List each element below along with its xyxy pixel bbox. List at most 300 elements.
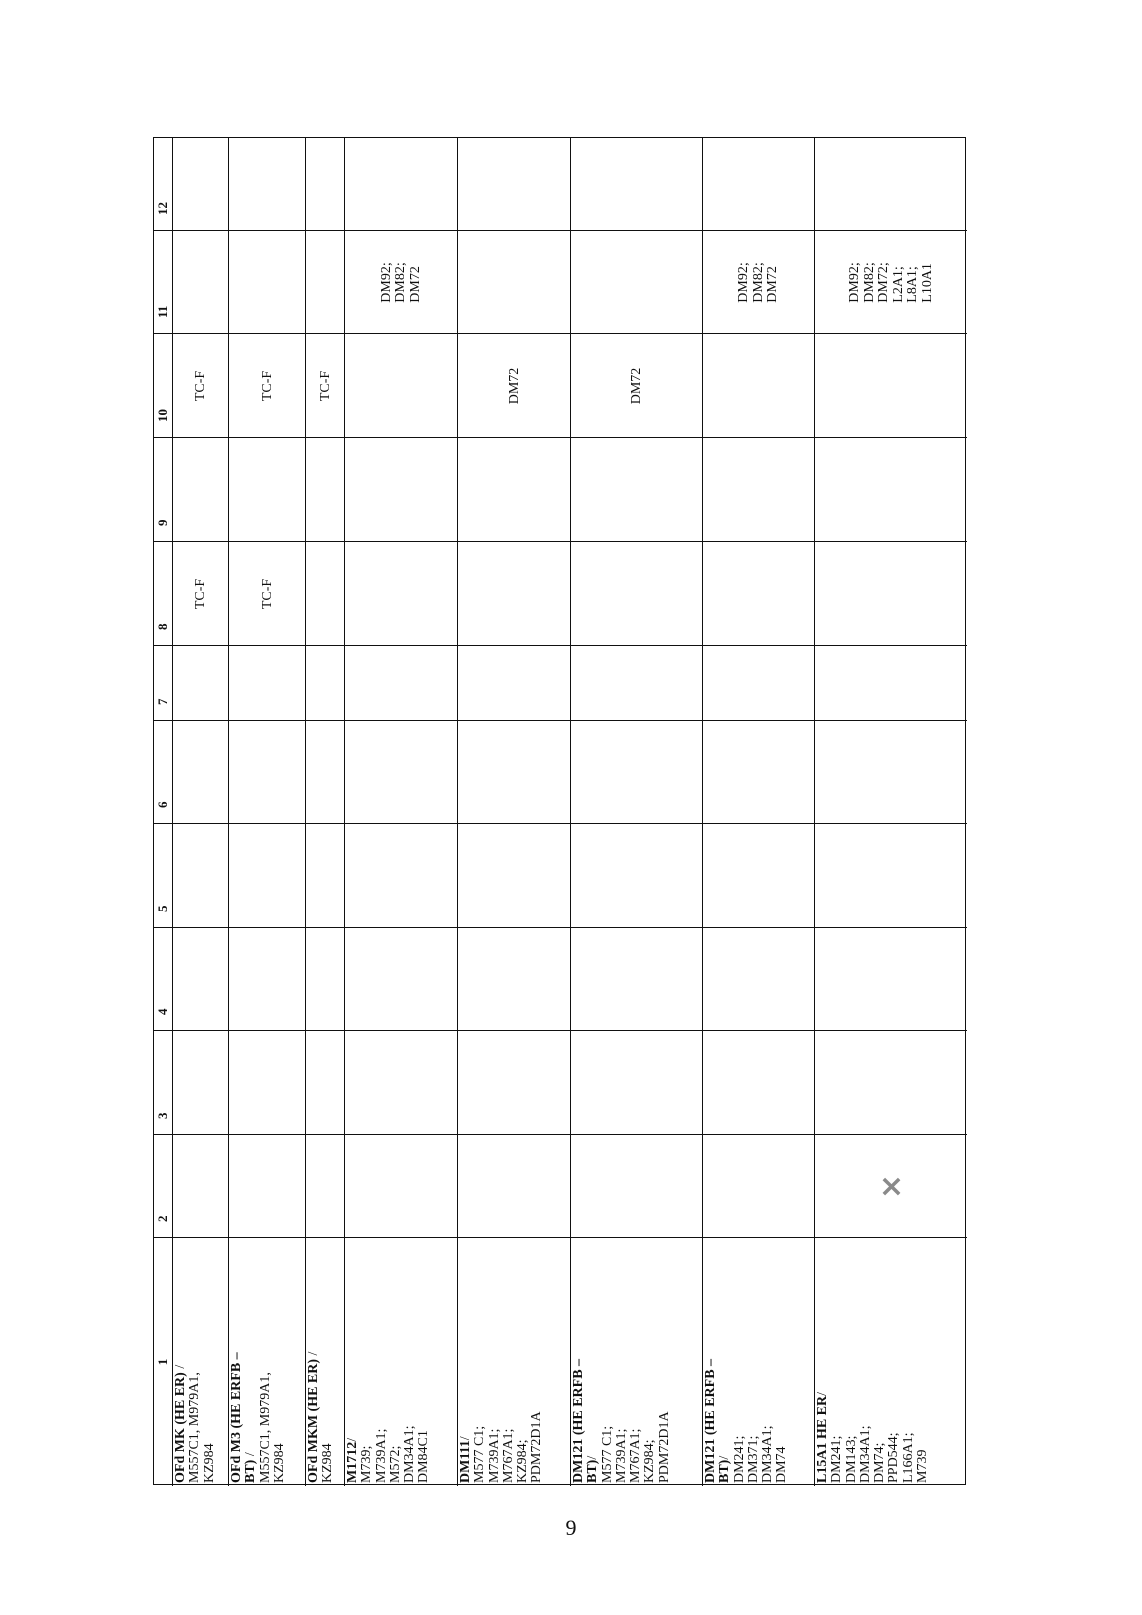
row-detail-line: DM371; [745, 1435, 761, 1483]
cell-value: DM82; [861, 262, 877, 303]
table-cell [344, 438, 457, 542]
rotated-table-container [153, 137, 966, 1485]
table-cell [305, 438, 344, 542]
cell-content [229, 928, 305, 1031]
cell-content [571, 334, 702, 438]
cell-value: DM92; [378, 262, 394, 303]
row-name-suffix: / [585, 1455, 601, 1460]
column-number-cell [154, 1238, 172, 1486]
table-cell [305, 231, 344, 334]
column-number-cell [154, 646, 172, 721]
table-cell [570, 824, 702, 928]
cell-content [306, 138, 344, 231]
cell-content [703, 334, 814, 438]
row-detail-line: PDM72D1A [656, 1411, 672, 1483]
cell-content [815, 542, 967, 646]
row-detail-line: KZ984; [515, 1439, 531, 1483]
cell-value: DM72; [876, 262, 891, 303]
cell-content [703, 231, 814, 334]
column-number-cell [154, 928, 172, 1031]
row-detail-line: M739A1; [613, 1428, 629, 1483]
cell-content [815, 721, 967, 824]
cell-value: DM92; [847, 262, 862, 303]
row-name-line [174, 1241, 188, 1483]
table-cell [228, 646, 305, 721]
row-name-line [718, 1241, 732, 1483]
cross-icon: × [874, 1173, 909, 1200]
row-name-line [572, 1241, 586, 1483]
row-name-continued: BT) [717, 1459, 733, 1483]
column-number-cell [154, 542, 172, 646]
row-detail-line: M739 [915, 1449, 931, 1483]
row-description-cell [228, 1238, 305, 1486]
cell-content [345, 646, 457, 721]
cell-content [458, 334, 570, 438]
table-cell [172, 438, 228, 542]
table-cell [814, 1031, 967, 1135]
table-cell [702, 231, 814, 334]
row-detail-line: DM74; [872, 1442, 888, 1483]
table-cell [570, 1135, 702, 1238]
cell-content [306, 646, 344, 721]
table-cell [570, 721, 702, 824]
cell-content [154, 231, 172, 334]
table-cell [344, 721, 457, 824]
cell-content [306, 721, 344, 824]
row-description-cell [814, 1238, 967, 1486]
table-cell [344, 138, 457, 231]
cell-value: TC-F [193, 370, 208, 402]
cell-content [345, 824, 457, 928]
column-number-cell [154, 824, 172, 928]
cell-content [703, 721, 814, 824]
row-name: OFd MKM (HE ER) [306, 1358, 321, 1483]
cell-content [571, 1135, 702, 1238]
table-cell [457, 1135, 570, 1238]
row-detail-line: DM241; [731, 1435, 747, 1483]
table-cell [457, 824, 570, 928]
cell-value: L8A1; [905, 266, 920, 303]
table-cell [702, 1135, 814, 1238]
cell-content [229, 334, 305, 438]
row-name-suffix: / [306, 1351, 321, 1359]
table-cell [814, 231, 967, 334]
row-detail-line: M557C1, M979A1, [257, 1372, 273, 1483]
table-cell [702, 646, 814, 721]
table-cell [457, 646, 570, 721]
table-cell [457, 231, 570, 334]
table-cell [814, 1135, 967, 1238]
table-cell [702, 138, 814, 231]
table-cell [344, 928, 457, 1031]
table-cell [570, 334, 702, 438]
table-cell [814, 438, 967, 542]
cell-content [154, 138, 172, 231]
table-cell [228, 231, 305, 334]
cell-content [458, 438, 570, 542]
row-detail-line: DM84C1 [416, 1430, 432, 1483]
cell-content [345, 928, 457, 1031]
table-cell [814, 928, 967, 1031]
table-cell [228, 824, 305, 928]
table-cell [172, 138, 228, 231]
table-cell [344, 542, 457, 646]
row-detail-line: M572; [387, 1445, 403, 1483]
cell-content [815, 438, 967, 542]
table-cell [570, 646, 702, 721]
cell-content [173, 542, 228, 646]
cell-value: DM82; [750, 262, 766, 303]
cell-content [173, 928, 228, 1031]
cell-content [815, 334, 967, 438]
table-cell [305, 138, 344, 231]
cell-content [571, 138, 702, 231]
table-cell [344, 231, 457, 334]
table-cell [570, 928, 702, 1031]
table-cell [228, 928, 305, 1031]
table-cell [570, 138, 702, 231]
row-detail-line: KZ984 [201, 1443, 217, 1483]
cell-content [703, 1135, 814, 1238]
table-cell [570, 231, 702, 334]
row-name: DM121 (HE ERFB – [703, 1358, 718, 1483]
table-cell [344, 1135, 457, 1238]
cell-content [173, 1031, 228, 1135]
row-name-line [307, 1241, 321, 1483]
table-cell [344, 824, 457, 928]
table-cell [702, 1031, 814, 1135]
cell-content [345, 438, 457, 542]
cell-content [815, 824, 967, 928]
table-cell [702, 542, 814, 646]
row-detail-line: DM241; [829, 1435, 845, 1483]
cell-content [345, 1031, 457, 1135]
cell-content [173, 138, 228, 231]
table-cell [344, 1031, 457, 1135]
column-number: 8 [155, 623, 170, 630]
cell-content [154, 334, 172, 438]
cell-content [458, 1135, 570, 1238]
row-name-line [816, 1241, 830, 1483]
cell-value: TC-F [259, 370, 275, 402]
column-number-cell [154, 334, 172, 438]
cell-content [345, 542, 457, 646]
row-detail-line: M557C1, M979A1, [187, 1372, 203, 1483]
cell-content [571, 231, 702, 334]
table-cell [702, 721, 814, 824]
table-cell [814, 721, 967, 824]
row-name-line [244, 1241, 258, 1483]
table-cell [228, 1135, 305, 1238]
row-name: OFd MK (HE ER) [173, 1372, 188, 1483]
cell-value: TC-F [193, 578, 208, 610]
table-cell [344, 334, 457, 438]
table-cell [305, 1135, 344, 1238]
cell-content [571, 1238, 702, 1486]
cell-content [458, 542, 570, 646]
row-name: DM111 [458, 1440, 473, 1483]
cell-content [229, 824, 305, 928]
row-detail-line: DM34A1; [760, 1425, 776, 1483]
cell-content [458, 231, 570, 334]
table-cell [172, 334, 228, 438]
table-cell [457, 438, 570, 542]
cell-content [229, 231, 305, 334]
cell-content [306, 1238, 344, 1486]
row-name-line [459, 1241, 473, 1483]
cell-value: DM72 [506, 367, 522, 405]
row-detail-line: M767A1; [628, 1428, 644, 1483]
cell-content [703, 138, 814, 231]
cell-content [229, 438, 305, 542]
row-name: DM121 (HE ERFB – [571, 1358, 586, 1483]
row-detail-line: M739A1; [373, 1428, 389, 1483]
cell-value: DM72 [629, 367, 644, 405]
table-cell [172, 928, 228, 1031]
row-name-suffix: / [458, 1436, 473, 1441]
cell-value: L10A1 [919, 263, 935, 303]
cell-content [154, 438, 172, 542]
cell-value: TC-F [317, 370, 333, 402]
cell-content [229, 1031, 305, 1135]
cell-content [815, 1031, 967, 1135]
cell-content [306, 928, 344, 1031]
cell-content [173, 646, 228, 721]
cell-content [703, 824, 814, 928]
cell-content [345, 1135, 457, 1238]
table-cell [228, 1031, 305, 1135]
cell-content [458, 1238, 570, 1486]
column-number: 4 [155, 1008, 170, 1015]
table-cell [228, 542, 305, 646]
table-cell [172, 542, 228, 646]
cell-content [229, 721, 305, 824]
cell-content [703, 1238, 814, 1486]
table-cell [814, 542, 967, 646]
row-detail-line: KZ984; [642, 1439, 658, 1483]
cell-content [815, 646, 967, 721]
table-cell [457, 542, 570, 646]
cell-content [173, 231, 228, 334]
cell-value: DM72 [765, 266, 781, 303]
table-cell [814, 138, 967, 231]
row-name-line [346, 1241, 360, 1483]
column-number: 2 [155, 1215, 170, 1222]
table-cell [305, 721, 344, 824]
row-description-cell [702, 1238, 814, 1486]
table-cell [172, 721, 228, 824]
row-description-cell [457, 1238, 570, 1486]
table-cell [228, 334, 305, 438]
cell-content [703, 646, 814, 721]
column-number: 9 [155, 519, 170, 526]
cell-content [306, 824, 344, 928]
row-name-continued: BT) [585, 1459, 601, 1483]
row-name-suffix: / [345, 1437, 360, 1442]
cell-content [571, 542, 702, 646]
table-cell [344, 646, 457, 721]
cell-value-list [848, 262, 935, 302]
column-number-cell [154, 231, 172, 334]
column-number-cell [154, 138, 172, 231]
cell-content [306, 1135, 344, 1238]
row-detail-line: M577 C1; [599, 1425, 615, 1483]
table-cell [172, 1135, 228, 1238]
table-cell [305, 928, 344, 1031]
cell-content [703, 438, 814, 542]
row-detail-line: DM34A1; [402, 1425, 418, 1483]
cell-content [306, 334, 344, 438]
cell-value: TC-F [259, 578, 275, 610]
table-grid [153, 137, 966, 1485]
cell-content [154, 721, 172, 824]
table-cell [172, 646, 228, 721]
cell-content [154, 824, 172, 928]
row-name-continued: BT) [243, 1459, 259, 1483]
cell-content [815, 928, 967, 1031]
row-name: OFd M3 (HE ERFB – [229, 1352, 244, 1483]
table-cell [228, 721, 305, 824]
row-description-cell [172, 1238, 228, 1486]
cell-content [815, 231, 967, 334]
table-cell [457, 334, 570, 438]
cell-value: DM92; [736, 262, 752, 303]
cell-content [345, 334, 457, 438]
cell-content [306, 1031, 344, 1135]
table-cell [305, 1031, 344, 1135]
row-name-suffix: / [717, 1455, 733, 1460]
row-name-line [704, 1241, 718, 1483]
column-number-cell [154, 1135, 172, 1238]
column-number: 11 [155, 305, 170, 318]
table-cell [305, 824, 344, 928]
cell-content [173, 334, 228, 438]
cell-value-list [737, 262, 781, 302]
cell-content [345, 1238, 457, 1486]
table-cell [814, 824, 967, 928]
cell-content [229, 646, 305, 721]
row-detail-line: KZ984 [320, 1443, 336, 1483]
table-cell [814, 334, 967, 438]
cell-content [571, 824, 702, 928]
cell-content [571, 721, 702, 824]
table-cell [570, 1031, 702, 1135]
row-detail-line: PPD544; [886, 1432, 902, 1483]
column-number: 5 [155, 905, 170, 912]
table-cell [172, 824, 228, 928]
table-cell [305, 542, 344, 646]
table-cell [457, 721, 570, 824]
table-cell [702, 438, 814, 542]
cell-content [458, 721, 570, 824]
cell-content [173, 824, 228, 928]
column-number: 7 [155, 698, 170, 705]
cell-value: DM82; [393, 262, 409, 303]
row-name-suffix: / [173, 1364, 188, 1373]
row-name-line [586, 1241, 600, 1483]
cell-content [173, 438, 228, 542]
table-cell [305, 334, 344, 438]
table-cell [457, 138, 570, 231]
table-cell [457, 1031, 570, 1135]
table-cell [305, 646, 344, 721]
table-cell [702, 928, 814, 1031]
cell-content [703, 928, 814, 1031]
table-cell [228, 438, 305, 542]
cell-content [703, 1031, 814, 1135]
cell-content [154, 1238, 172, 1486]
row-detail-line: M739; [359, 1445, 375, 1483]
cell-content [229, 1238, 305, 1486]
cell-content [306, 231, 344, 334]
row-description-cell [570, 1238, 702, 1486]
row-detail-line: DM34A1; [857, 1425, 873, 1483]
cell-content [306, 438, 344, 542]
table-cell [702, 824, 814, 928]
cell-content [458, 824, 570, 928]
column-number: 12 [155, 202, 170, 215]
cell-content [458, 138, 570, 231]
row-detail-line: M767A1; [500, 1428, 516, 1483]
row-name: M1712 [345, 1441, 360, 1483]
row-name-suffix: / [815, 1391, 830, 1396]
column-number-cell [154, 438, 172, 542]
cell-content [815, 1135, 967, 1238]
cell-content [173, 1135, 228, 1238]
row-detail-line: KZ984 [271, 1443, 287, 1483]
table-cell [814, 646, 967, 721]
table-cell [172, 1031, 228, 1135]
column-number: 10 [155, 409, 170, 422]
row-detail-line: DM74 [774, 1446, 790, 1483]
row-detail-line: M577 C1; [472, 1425, 488, 1483]
row-detail-line: M739A1; [486, 1428, 502, 1483]
cell-content [154, 646, 172, 721]
table-cell [228, 138, 305, 231]
row-description-cell [305, 1238, 344, 1486]
row-description-cell [344, 1238, 457, 1486]
column-number: 1 [155, 1358, 170, 1366]
cell-content [229, 542, 305, 646]
cell-content [345, 721, 457, 824]
cell-content [154, 542, 172, 646]
cell-content [345, 138, 457, 231]
row-name-suffix: / [243, 1452, 259, 1460]
table-cell [570, 438, 702, 542]
table-cell [570, 542, 702, 646]
cell-content [154, 1135, 172, 1238]
cell-content [345, 231, 457, 334]
row-name-line [230, 1241, 244, 1483]
cell-content [571, 646, 702, 721]
cell-content [306, 542, 344, 646]
table-cell [172, 231, 228, 334]
table-cell [457, 928, 570, 1031]
cell-content [458, 928, 570, 1031]
cell-content [154, 928, 172, 1031]
page-number: 9 [565, 1515, 577, 1540]
row-detail-line: PDM72D1A [529, 1411, 545, 1483]
cell-content [571, 438, 702, 542]
cell-value: DM72 [407, 266, 423, 303]
cell-value-list [380, 262, 424, 302]
cell-content [703, 542, 814, 646]
table-cell [702, 334, 814, 438]
cell-content [815, 1238, 967, 1486]
cell-content [173, 721, 228, 824]
column-number: 6 [155, 801, 170, 808]
column-number-cell [154, 721, 172, 824]
